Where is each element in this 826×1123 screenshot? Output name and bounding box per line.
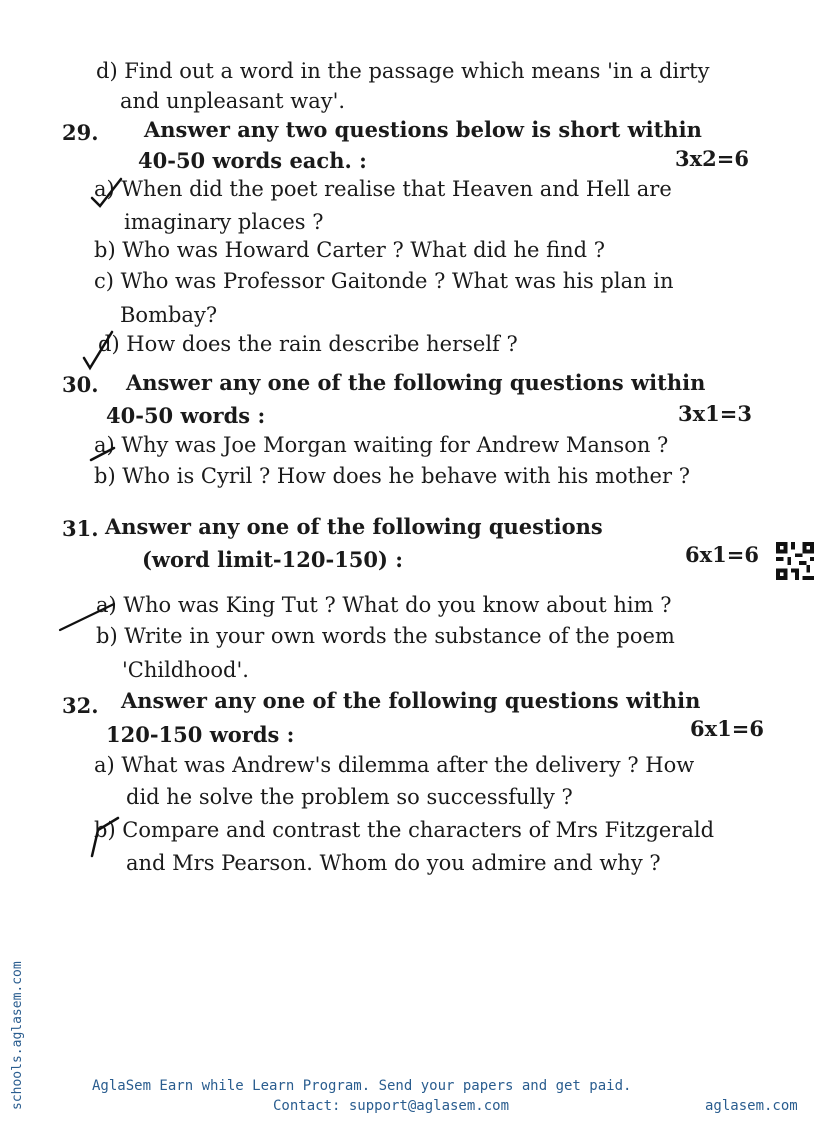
question-32-heading-cont: 120-150 words : <box>106 722 295 747</box>
qr-code-icon <box>775 542 815 580</box>
question-32-number: 32. <box>62 693 99 718</box>
question-31-heading: Answer any one of the following questions <box>105 514 603 539</box>
question-28-part-d: d) Find out a word in the passage which means 'in a dirty <box>96 59 710 83</box>
question-29-part-a-cont: imaginary places ? <box>124 210 324 234</box>
question-29-number: 29. <box>62 120 99 145</box>
question-32-part-a: a) What was Andrew's dilemma after the delivery ? How <box>94 753 695 777</box>
side-watermark: schools.aglasem.com <box>10 961 25 1110</box>
question-32-heading: Answer any one of the following questions within <box>121 688 701 713</box>
question-29-heading: Answer any two questions below is short within <box>144 117 702 142</box>
question-31-marks: 6x1=6 <box>685 542 759 567</box>
question-32-part-b-cont: and Mrs Pearson. Whom do you admire and why ? <box>126 851 661 875</box>
question-30-part-a: a) Why was Joe Morgan waiting for Andrew Manson ? <box>94 433 669 457</box>
question-30-heading: Answer any one of the following questions within <box>126 370 706 395</box>
footer-site: aglasem.com <box>705 1098 798 1114</box>
question-29-part-a: a) When did the poet realise that Heaven and Hell are <box>94 177 672 201</box>
question-30-marks: 3x1=3 <box>678 401 752 426</box>
question-29-heading-cont: 40-50 words each. : <box>138 148 367 173</box>
question-30-heading-cont: 40-50 words : <box>106 403 266 428</box>
question-30-part-b: b) Who is Cyril ? How does he behave with his mother ? <box>94 464 690 488</box>
question-30-number: 30. <box>62 372 99 397</box>
question-31-part-b: b) Write in your own words the substance of the poem <box>96 624 675 648</box>
question-32-part-a-cont: did he solve the problem so successfully ? <box>126 785 573 809</box>
question-32-marks: 6x1=6 <box>690 716 764 741</box>
question-31-number: 31. <box>62 516 99 541</box>
question-32-part-b: b) Compare and contrast the characters of Mrs Fitzgerald <box>94 818 715 842</box>
question-29-part-c-cont: Bombay? <box>120 303 218 327</box>
question-29-part-d: d) How does the rain describe herself ? <box>98 332 518 356</box>
question-31-part-a: a) Who was King Tut ? What do you know about him ? <box>96 593 672 617</box>
question-31-part-b-cont: 'Childhood'. <box>122 658 249 682</box>
question-31-heading-cont: (word limit-120-150) : <box>142 547 404 572</box>
question-29-marks: 3x2=6 <box>675 146 749 171</box>
question-29-part-c: c) Who was Professor Gaitonde ? What was his plan in <box>94 269 674 293</box>
footer-contact-line: Contact: support@aglasem.com <box>273 1098 510 1114</box>
footer-program-line: AglaSem Earn while Learn Program. Send your papers and get paid. <box>92 1078 632 1094</box>
question-28-part-d-cont: and unpleasant way'. <box>120 89 346 113</box>
question-29-part-b: b) Who was Howard Carter ? What did he find ? <box>94 238 605 262</box>
